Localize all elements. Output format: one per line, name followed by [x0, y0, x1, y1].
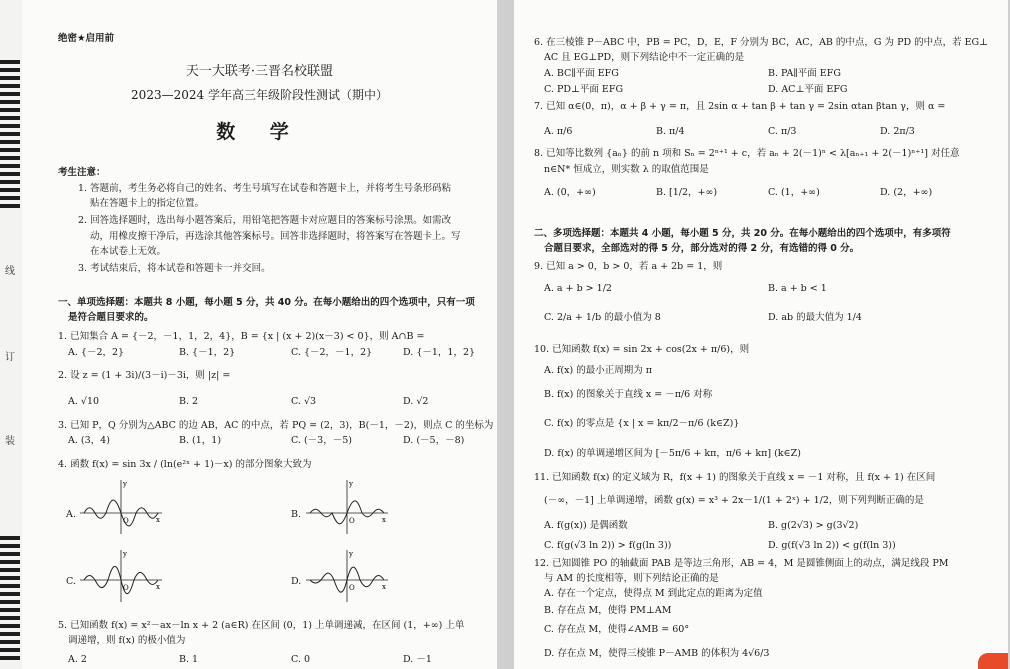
- axis-y-label: y: [123, 550, 127, 558]
- notice-line: 2. 回答选择题时，选出每小题答案后，用铅笔把答题卡对应题目的答案标号涂黑。如需改: [78, 215, 452, 226]
- binding-label-line: 线: [5, 266, 15, 277]
- option: D. g(f(√3 ln 2)) < g(f(ln 3)): [768, 540, 896, 551]
- axis-y-label: y: [349, 550, 353, 558]
- marker-block: [0, 640, 20, 644]
- marker-block: [0, 164, 20, 168]
- graph-option-label: C.: [66, 576, 76, 587]
- marker-block: [0, 648, 20, 652]
- graph-option-d: [304, 548, 390, 604]
- marker-block: [0, 148, 20, 152]
- marker-block: [0, 616, 20, 620]
- marker-block: [0, 140, 20, 144]
- question-stem: 2. 设 z = (1 + 3i)/(3－i)－3i，则 |z| =: [58, 370, 231, 381]
- option: B. f(x) 的图象关于直线 x = －π/6 对称: [544, 389, 713, 400]
- graph-option-label: A.: [66, 509, 76, 520]
- marker-block: [0, 132, 20, 136]
- section-heading: 合题目要求，全部选对的得 5 分，部分选对的得 2 分，有选错的得 0 分。: [544, 243, 860, 254]
- notice-title: 考生注意：: [58, 167, 106, 178]
- option: D. AC⊥平面 EFG: [768, 84, 848, 95]
- option: D. (－5，－8): [403, 435, 465, 446]
- graph-option-b: [304, 478, 390, 536]
- marker-block: [0, 576, 20, 580]
- graph-option-label: B.: [291, 509, 302, 520]
- marker-block: [0, 560, 20, 564]
- marker-block: [0, 76, 20, 80]
- option: C. f(g(√3 ln 2)) > f(g(ln 3)): [544, 540, 672, 551]
- marker-block: [0, 116, 20, 120]
- exam-year-title: 2023—2024 学年高三年级阶段性测试（期中）: [131, 88, 388, 102]
- axis-y-label: y: [349, 480, 353, 488]
- option: A. π/6: [544, 126, 573, 137]
- option: B. a + b < 1: [768, 283, 827, 294]
- marker-block: [0, 600, 20, 604]
- option: B. 存在点 M，使得 PM⊥AM: [544, 605, 672, 616]
- notice-line: 在本试卷上无效。: [90, 246, 167, 257]
- option: C. f(x) 的零点是 {x | x = kπ/2－π/6 (k∈Z)}: [544, 418, 740, 429]
- option: D. {－1，1，2}: [403, 347, 476, 358]
- notice-line: 3. 考试结束后，将本试卷和答题卡一并交回。: [78, 263, 271, 274]
- option: C. (－3，－5): [291, 435, 352, 446]
- notice-line: 贴在答题卡上的指定位置。: [90, 198, 205, 209]
- option: D. f(x) 的单调递增区间为 [－5π/6 + kπ，π/6 + kπ] (k∈Z): [544, 448, 801, 459]
- marker-block: [0, 584, 20, 588]
- option: C. 2/a + 1/b 的最小值为 8: [544, 312, 661, 323]
- marker-block: [0, 68, 20, 72]
- option: D. ab 的最大值为 1/4: [768, 312, 862, 323]
- origin-label: O: [349, 517, 355, 525]
- question-stem: 7. 已知 α∈(0，π)，α + β + γ = π，且 2sin α + tan β + tan γ = 2sin αtan βtan γ，则 α =: [534, 101, 946, 112]
- exam-page-left: [22, 0, 497, 669]
- option: D. －1: [403, 654, 432, 665]
- question-stem: 11. 已知函数 f(x) 的定义域为 R，f(x + 1) 的图象关于直线 x = －1 对称，且 f(x + 1) 在区间: [534, 472, 936, 483]
- marker-block: [0, 188, 20, 192]
- option: C. π/3: [768, 126, 797, 137]
- exam-page-right: [514, 0, 1008, 669]
- marker-block: [0, 592, 20, 596]
- option: D. 存在点 M，使得三棱锥 P－AMB 的体积为 4√6/3: [544, 648, 770, 659]
- option: A. f(x) 的最小正周期为 π: [544, 365, 652, 376]
- option: C. (1，+∞): [768, 187, 820, 198]
- option: B. {－1，2}: [179, 347, 236, 358]
- origin-label: O: [349, 584, 355, 592]
- option: C. √3: [291, 396, 317, 407]
- question-stem: 4. 函数 f(x) = sin 3x / (ln(e²ˣ + 1)－x) 的部分图象大致为: [58, 459, 312, 470]
- question-stem: 6. 在三棱锥 P－ABC 中，PB = PC，D，E，F 分别为 BC，AC，AB 的中点，G 为 PD 的中点，若 EG⊥: [534, 37, 989, 48]
- option: C. PD⊥平面 EFG: [544, 84, 624, 95]
- marker-block: [0, 624, 20, 628]
- notice-line: 动，用橡皮擦干净后，再选涂其他答案标号。回答非选择题时，将答案写在答题卡上。写: [90, 231, 461, 242]
- option: D. (2，+∞): [880, 187, 933, 198]
- subject-title: 数 学: [216, 121, 303, 143]
- option: B. [1/2，+∞): [656, 187, 718, 198]
- option: C. 0: [291, 654, 311, 665]
- axis-x-label: x: [382, 583, 386, 591]
- marker-block: [0, 156, 20, 160]
- marker-block: [0, 124, 20, 128]
- marker-block: [0, 180, 20, 184]
- question-stem: 9. 已知 a > 0，b > 0，若 a + 2b = 1，则: [534, 261, 723, 272]
- binding-strip: [0, 0, 22, 669]
- graph-option-label: D.: [291, 576, 302, 587]
- marker-block: [0, 544, 20, 548]
- option: D. 2π/3: [880, 126, 915, 137]
- marker-block: [0, 536, 20, 540]
- option: C. 存在点 M，使得∠AMB = 60°: [544, 624, 690, 635]
- option: B. PA∥平面 EFG: [768, 68, 841, 79]
- question-stem-cont: (－∞，－1] 上单调递增，函数 g(x) = x³ + 2x－1/(1 + 2ˣ) + 1/2，则下列判断正确的是: [544, 495, 924, 506]
- question-stem-cont: 与 AM 的长度相等，则下列结论正确的是: [544, 573, 719, 584]
- marker-block: [0, 552, 20, 556]
- marker-block: [0, 108, 20, 112]
- option: B. (1，1): [179, 435, 222, 446]
- option: A. BC∥平面 EFG: [544, 68, 619, 79]
- option: D. √2: [403, 396, 429, 407]
- option: A. 2: [68, 654, 87, 665]
- marker-block: [0, 204, 20, 208]
- marker-block: [0, 100, 20, 104]
- marker-block: [0, 568, 20, 572]
- question-stem-cont: 调递增，则 f(x) 的极小值为: [68, 635, 186, 646]
- question-stem: 3. 已知 P，Q 分别为△ABC 的边 AB，AC 的中点，若 PQ = (2，3)，B(－1，－2)，则点 C 的坐标为: [58, 420, 494, 431]
- question-stem-cont: AC 且 EG⊥PD，则下列结论中不一定正确的是: [544, 52, 745, 63]
- origin-label: O: [123, 584, 129, 592]
- section-heading: 是符合题目要求的。: [68, 312, 154, 323]
- question-stem: 12. 已知圆锥 PO 的轴截面 PAB 是等边三角形，AB = 4，M 是圆锥侧面上的动点，满足线段 PM: [534, 558, 949, 569]
- marker-block: [0, 656, 20, 660]
- marker-block: [0, 92, 20, 96]
- option: A. √10: [68, 396, 100, 407]
- marker-block: [0, 172, 20, 176]
- binding-label-order: 订: [5, 352, 15, 363]
- option: A. (0，+∞): [544, 187, 596, 198]
- option: A. {－2，2}: [68, 347, 125, 358]
- axis-x-label: x: [156, 516, 160, 524]
- option: B. 2: [179, 396, 199, 407]
- secret-label: 绝密★启用前: [58, 33, 115, 44]
- marker-block: [0, 60, 20, 64]
- question-stem: 5. 已知函数 f(x) = x²－ax－ln x + 2 (a∈R) 在区间 (0，1) 上单调递减，在区间 (1，+∞) 上单: [58, 620, 465, 631]
- binding-label-bind: 装: [5, 436, 15, 447]
- axis-x-label: x: [382, 516, 386, 524]
- option: A. f(g(x)) 是偶函数: [544, 520, 628, 531]
- option: C. {－2，－1，2}: [291, 347, 373, 358]
- question-stem: 8. 已知等比数列 {aₙ} 的前 n 项和 Sₙ = 2ⁿ⁺¹ + c，若 aₙ + 2(－1)ⁿ < λ[aₙ₊₁ + 2(－1)ⁿ⁺¹] 对任意: [534, 148, 960, 159]
- origin-label: O: [123, 517, 129, 525]
- section-heading: 一、单项选择题：本题共 8 小题，每小题 5 分，共 40 分。在每小题给出的四个选项中，只有一项: [58, 297, 475, 308]
- question-stem: 10. 已知函数 f(x) = sin 2x + cos(2x + π/6)，则: [534, 344, 750, 355]
- option: B. g(2√3) > g(3√2): [768, 520, 859, 531]
- marker-block: [0, 608, 20, 612]
- option: B. π/4: [656, 126, 685, 137]
- option: A. (3，4): [68, 435, 110, 446]
- question-stem-cont: n∈N* 恒成立，则实数 λ 的取值范围是: [544, 164, 709, 175]
- graph-option-c: [78, 548, 164, 604]
- notice-line: 1. 答题前，考生务必将自己的姓名、考生号填写在试卷和答题卡上，并将考生号条形码粘: [78, 183, 452, 194]
- corner-stamp: [978, 653, 1008, 669]
- section-heading: 二、多项选择题：本题共 4 小题，每小题 5 分，共 20 分。在每小题给出的四个选项中，有多项符: [534, 228, 951, 239]
- option: A. a + b > 1/2: [544, 283, 612, 294]
- graph-option-a: [78, 478, 164, 536]
- axis-x-label: x: [156, 583, 160, 591]
- option: B. 1: [179, 654, 199, 665]
- axis-y-label: y: [123, 480, 127, 488]
- marker-block: [0, 632, 20, 636]
- question-stem: 1. 已知集合 A = {－2，－1，1，2，4}，B = {x | (x + 2)(x－3) < 0}，则 A∩B =: [58, 331, 425, 342]
- marker-block: [0, 84, 20, 88]
- marker-block: [0, 196, 20, 200]
- option: A. 存在一个定点，使得点 M 到此定点的距离为定值: [544, 588, 763, 599]
- exam-alliance-title: 天一大联考·三晋名校联盟: [185, 64, 334, 79]
